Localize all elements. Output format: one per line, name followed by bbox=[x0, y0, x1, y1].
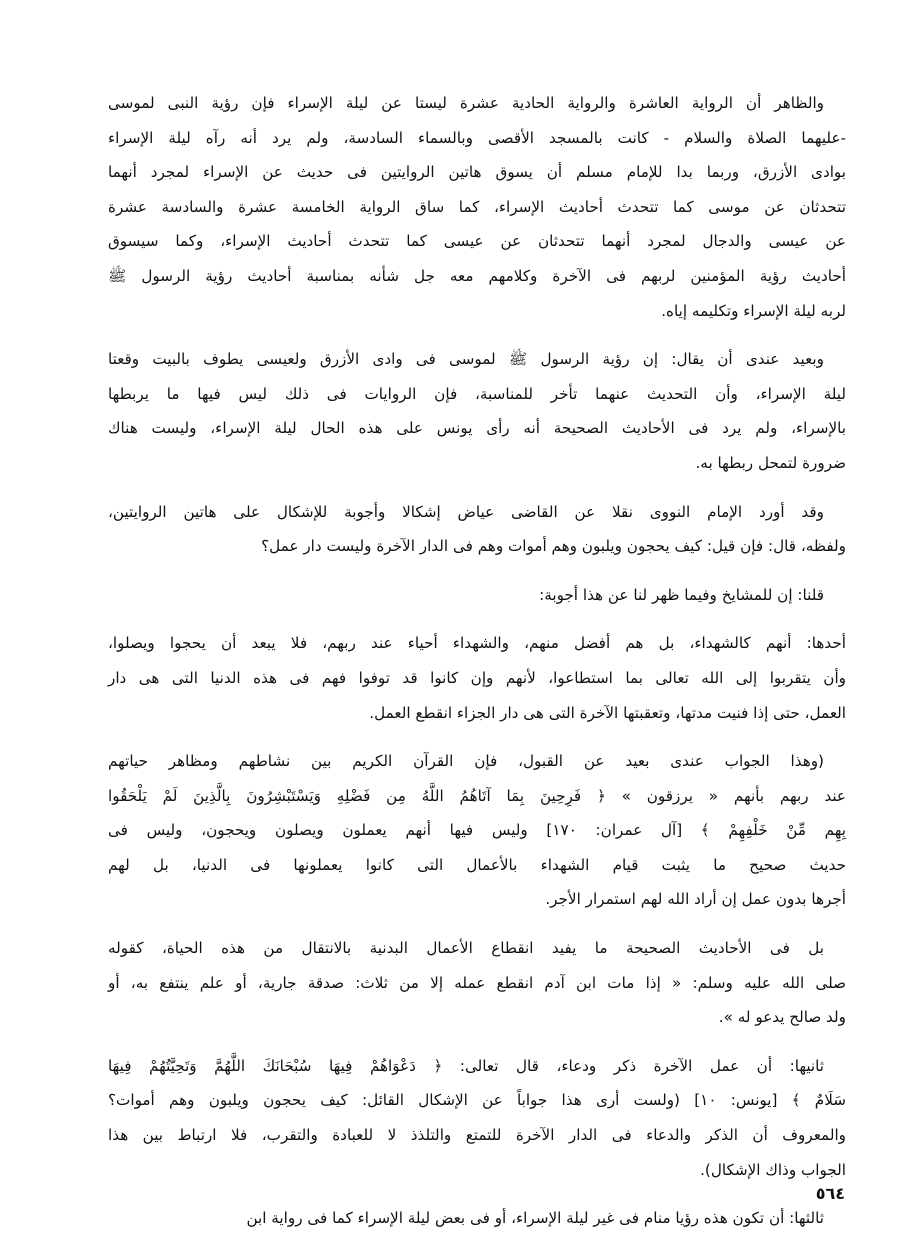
page-body bbox=[108, 86, 846, 1250]
text-line: الجواب وذاك الإشكال). bbox=[700, 1160, 846, 1179]
paragraph bbox=[108, 578, 846, 613]
text-line: أحاديث رؤية المؤمنين لربهم فى الآخرة وكلامهم معه جل شأنه بمناسبة أحاديث رؤية الرسول ﷺ bbox=[108, 266, 846, 285]
text-line: سَلَامٌ ﴾ [يونس: ١٠] (ولست أرى هذا جواباً عن الإشكال القائل: كيف يحجون ويلبون وهم أموات؟ bbox=[108, 1091, 846, 1110]
text-line: حديث صحيح ما يثبت قيام الشهداء بالأعمال التى كانوا يعملونها فى الدنيا، بل لهم bbox=[108, 855, 846, 874]
text-line: ليلة الإسراء، وأن التحديث عنهما تأخر للمناسبة، فإن الروايات فى ذلك ليس فيها ما يربطها bbox=[108, 384, 846, 403]
text-line: أجرها بدون عمل إن أراد الله لهم استمرار الأجر. bbox=[545, 890, 846, 909]
text-line: ولفظه، قال: فإن قيل: كيف يحجون ويلبون وهم أموات وهم فى الدار الآخرة وليست دار عمل؟ bbox=[261, 537, 846, 556]
text-line: العمل، حتى إذا فنيت مدتها، وتعقبتها الآخرة التى هى دار الجزاء انقطع العمل. bbox=[369, 703, 846, 722]
paragraph bbox=[108, 86, 846, 328]
text-line: ثالثها: أن تكون هذه رؤيا منام فى غير ليلة الإسراء، أو فى بعض ليلة الإسراء كما فى رواية ابن bbox=[246, 1209, 824, 1228]
text-line: لربه ليلة الإسراء وتكليمه إياه. bbox=[661, 301, 846, 320]
text-line: بِهِم مِّنْ خَلْفِهِمْ ﴾ [آل عمران: ١٧٠] وليس فيها أنهم يعملون ويصلون ويحجون، وليس فى bbox=[108, 821, 847, 840]
text-line: ولد صالح يدعو له ». bbox=[718, 1008, 846, 1027]
paragraph bbox=[108, 1201, 846, 1236]
paragraph bbox=[108, 931, 846, 1035]
paragraph bbox=[108, 342, 846, 480]
page-number: ٥٦٤ bbox=[815, 1184, 845, 1203]
text-line: (وهذا الجواب عندى بعيد عن القبول، فإن القرآن الكريم بين نشاطهم ومظاهر حياتهم bbox=[108, 752, 824, 771]
text-line: وقد أورد الإمام النووى نقلا عن القاضى عياض إشكالا وأجوبة للإشكال على هاتين الروايتين، bbox=[108, 502, 824, 521]
text-line: ثانيها: أن عمل الآخرة ذكر ودعاء، قال تعالى: ﴿ دَعْوَاهُمْ فِيهَا سُبْحَانَكَ اللَّهُمَّ وَتَحِيَّتُهُمْ فِيهَا bbox=[108, 1056, 824, 1075]
text-line: وأن يتقربوا إلى الله تعالى بما استطاعوا، لأنهم وإن كانوا قد توفوا فهم فى هذه الدنيا التى هى دار bbox=[108, 668, 846, 687]
text-line: ضرورة لتمحل ربطها به. bbox=[695, 453, 846, 472]
text-line: تتحدثان عن موسى كما تتحدث أحاديث الإسراء، كما ساق الرواية الخامسة عشرة والسادسة عشرة bbox=[108, 197, 846, 216]
text-line: عن عيسى والدجال لمجرد أنهما تتحدثان عن عيسى كما تتحدث أحاديث الإسراء، وكما سيسوق bbox=[108, 232, 846, 251]
text-line: وبعيد عندى أن يقال: إن رؤية الرسول ﷺ لموسى فى وادى الأزرق ولعيسى يطوف بالبيت وقعتا bbox=[108, 350, 824, 369]
paragraph bbox=[108, 744, 846, 917]
paragraph bbox=[108, 1049, 846, 1187]
text-line: بوادى الأزرق، وربما بدا للإمام مسلم أن يسوق هاتين الروايتين فى حديث عن الإسراء لمجرد أنهما bbox=[108, 163, 846, 182]
text-line: بالإسراء، ولم يرد فى الأحاديث الصحيحة أنه رأى يونس على هذه الحال ليلة الإسراء، وليست هناك bbox=[108, 419, 846, 438]
paragraph bbox=[108, 495, 846, 564]
text-line: والظاهر أن الرواية العاشرة والرواية الحادية عشرة ليستا عن ليلة الإسراء فإن رؤية النبى لموسى bbox=[108, 94, 824, 112]
text-line: أحدها: أنهم كالشهداء، بل هم أفضل منهم، والشهداء أحياء عند ربهم، فلا يبعد أن يحجوا ويصلوا، bbox=[108, 634, 846, 653]
text-line: صلى الله عليه وسلم: « إذا مات ابن آدم انقطع عمله إلا من ثلاث: صدقة جارية، أو علم ينتفع به، أو bbox=[108, 973, 846, 992]
text-line: عند ربهم بأنهم « يرزقون » ﴿ فَرِحِينَ بِمَا آتَاهُمُ اللَّهُ مِن فَضْلِهِ وَيَسْتَبْشِرُونَ بِالَّذِينَ لَمْ يَلْحَقُوا bbox=[108, 786, 846, 805]
text-line: بل فى الأحاديث الصحيحة ما يفيد انقطاع الأعمال البدنية بالانتقال من هذه الحياة، كقوله bbox=[108, 939, 824, 958]
text-line: قلنا: إن للمشايخ وفيما ظهر لنا عن هذا أجوبة: bbox=[539, 585, 824, 604]
text-line: -عليهما الصلاة والسلام - كانت بالمسجد الأقصى وبالسماء السادسة، ولم يرد أنه رآه ليلة الإسراء bbox=[108, 128, 846, 147]
text-line: والمعروف أن الذكر والدعاء فى الدار الآخرة للتمتع والتلذذ لا للعبادة والتقرب، فلا ارتباط بين هذا bbox=[108, 1126, 846, 1145]
paragraph bbox=[108, 626, 846, 730]
